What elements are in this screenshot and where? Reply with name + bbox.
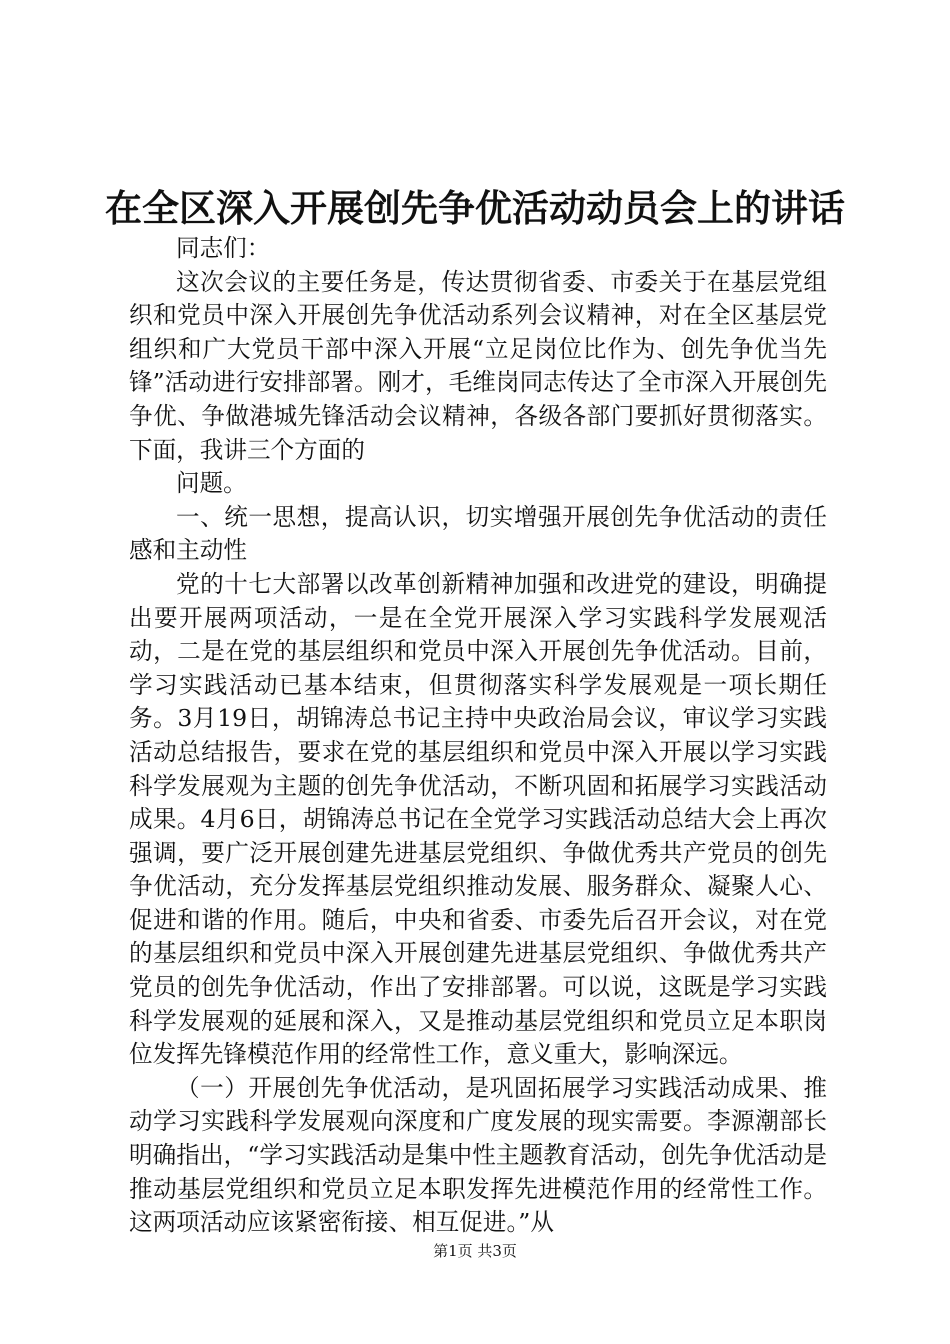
body-paragraph: 党的十七大部署以改革创新精神加强和改进党的建设，明确提出要开展两项活动，一是在全党开展深入学习实践科学发展观活动，二是在党的基层组织和党员中深入开展创先争优活动。目前，学习实践活动已基本结束，但贯彻落实科学发展观是一项长期任务。3月19日，胡锦涛总书记主持中央政治局会议，审议学习实践活动总结报告，要求在党的基层组织和党员中深入开展以学习实践科学发展观为主题的创先争优活动，不断巩固和拓展学习实践活动成果。4月6日，胡锦涛总书记在全党学习实践活动总结大会上再次强调，要广泛开展创建先进基层党组织、争做优秀共产党员的创先争优活动，充分发挥基层党组织推动发展、服务群众、凝聚人心、促进和谐的作用。随后，中央和省委、市委先后召开会议，对在党的基层组织和党员中深入开展创建先进基层党组织、争做优秀共产党员的创先争优活动，作出了安排部署。可以说，这既是学习实践科学发展观的延展和深入，又是推动基层党组织和党员立足本职岗位发挥先锋模范作用的经常性工作，意义重大，影响深远。 — [129, 569, 827, 1069]
section-heading: 一、统一思想，提高认识，切实增强开展创先争优活动的责任感和主动性 — [129, 502, 827, 565]
document-body — [129, 232, 827, 1240]
page-footer: 第1页 共3页 — [433, 1242, 517, 1260]
subsection-paragraph: （一）开展创先争优活动，是巩固拓展学习实践活动成果、推动学习实践科学发展观向深度和广度发展的现实需要。李源潮部长明确指出，“学习实践活动是集中性主题教育活动，创先争优活动是推动基层党组织和党员立足本职发挥先进模范作用的经常性工作。这两项活动应该紧密衔接、相互促进。”从 — [129, 1073, 827, 1237]
body-paragraph: 问题。 — [176, 469, 247, 498]
document-title: 在全区深入开展创先争优活动动员会上的讲话 — [105, 186, 845, 230]
body-paragraph: 这次会议的主要任务是，传达贯彻省委、市委关于在基层党组织和党员中深入开展创先争优活动系列会议精神，对在全区基层党组织和广大党员干部中深入开展“立足岗位比作为、创先争优当先锋”活动进行安排部署。刚才，毛维岗同志传达了全市深入开展创先争优、争做港城先锋活动会议精神，各级各部门要抓好贯彻落实。下面，我讲三个方面的 — [129, 267, 827, 464]
salutation-paragraph: 同志们： — [176, 234, 271, 262]
